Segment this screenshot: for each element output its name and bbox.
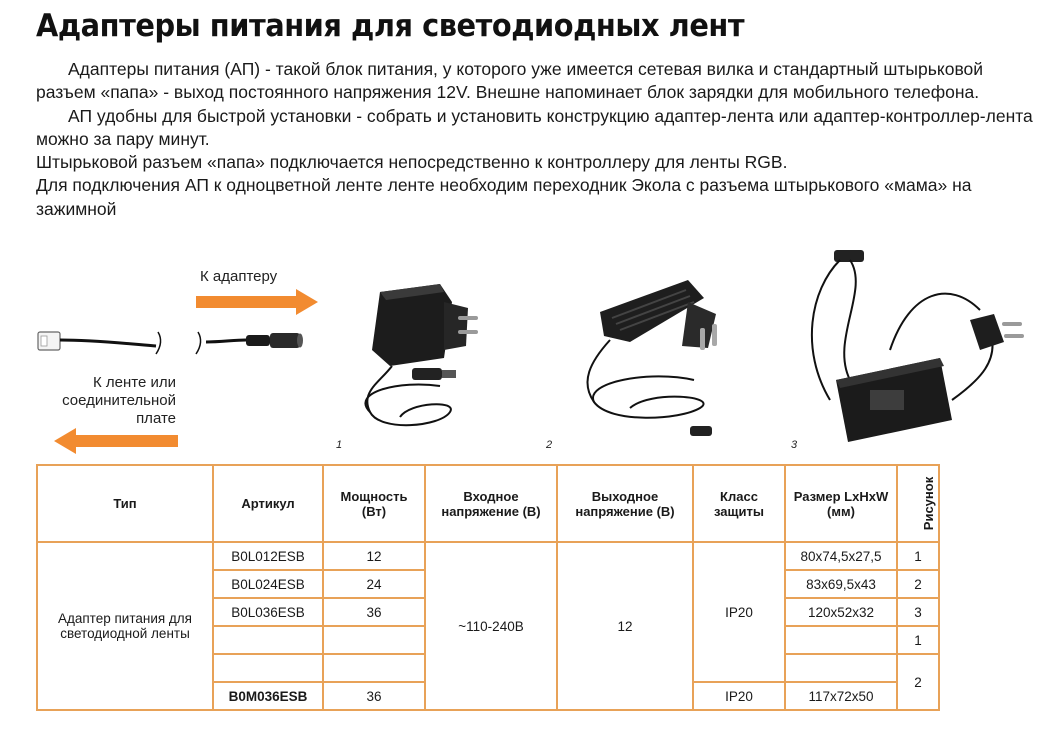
size-cell: 117x72x50 (785, 682, 897, 710)
adapter-1-image (340, 262, 490, 442)
figure-cell: 2 (897, 654, 939, 710)
table-header-row (37, 465, 939, 542)
arrow-right-icon (196, 289, 320, 315)
spec-table (36, 464, 940, 711)
power-cell (323, 654, 425, 682)
size-cell: 83x69,5x43 (785, 570, 897, 598)
output-voltage-cell: 12 (557, 542, 693, 710)
size-cell: 120x52x32 (785, 598, 897, 626)
header-size: Размер LxHxW (мм) (785, 465, 897, 542)
arrow-left-icon (54, 428, 178, 454)
header-protection: Класс защиты (693, 465, 785, 542)
article-cell (213, 654, 323, 682)
power-cell: 36 (323, 682, 425, 710)
article-cell: B0L036ESB (213, 598, 323, 626)
header-input-voltage: Входное напряжение (В) (425, 465, 557, 542)
protection-cell: IP20 (693, 682, 785, 710)
figure-number-1: 1 (336, 439, 343, 451)
to-strip-label: К ленте или соединительной плате (62, 374, 176, 427)
power-cell (323, 626, 425, 654)
connector-cable-illustration (36, 326, 306, 370)
intro-paragraph-3: Штырьковой разъем «папа» подключается непосредственно к контроллеру для ленты RGB. (36, 152, 788, 173)
figure-number-3: 3 (791, 439, 798, 451)
figure-cell: 2 (897, 570, 939, 598)
header-output-voltage: Выходное напряжение (В) (557, 465, 693, 542)
article-cell: B0M036ESB (213, 682, 323, 710)
intro-paragraph-4: Для подключения АП к одноцветной ленте ленте необходим переходник Экола с разъема штырькового «мама» на зажимной (36, 175, 972, 219)
power-cell: 12 (323, 542, 425, 570)
header-power: Мощность (Вт) (323, 465, 425, 542)
intro-paragraph-2: АП удобны для быстрой установки - собрать и установить конструкцию адаптер-лента или адаптер-контроллер-лента можно за пару минут. (36, 105, 1033, 149)
figure-cell: 1 (897, 626, 939, 654)
intro-paragraph-1: Адаптеры питания (АП) - такой блок питания, у которого уже имеется сетевая вилка и стандартный штырьковой разъем «папа» - выход постоянного напряжения 12V. Внешне напоминает блок зарядки для мобильного телефона. (36, 59, 984, 103)
figure-cell: 1 (897, 542, 939, 570)
size-cell (785, 654, 897, 682)
header-article: Артикул (213, 465, 323, 542)
input-voltage-cell: ~110-240В (425, 542, 557, 710)
power-cell: 36 (323, 598, 425, 626)
page-title: Адаптеры питания для светодиодных лент (36, 8, 745, 44)
power-cell: 24 (323, 570, 425, 598)
article-cell: B0L012ESB (213, 542, 323, 570)
adapter-2-image (570, 262, 740, 442)
size-cell (785, 626, 897, 654)
size-cell: 80x74,5x27,5 (785, 542, 897, 570)
figure-cell: 3 (897, 598, 939, 626)
table-row (37, 542, 939, 570)
to-adapter-label: К адаптеру (200, 268, 278, 285)
adapter-3-image (790, 250, 1040, 450)
intro-text (36, 58, 1046, 221)
article-cell (213, 626, 323, 654)
header-type: Тип (37, 465, 213, 542)
header-figure: Рисунок (897, 465, 939, 542)
protection-cell: IP20 (693, 542, 785, 682)
type-cell: Адаптер питания для светодиодной ленты (37, 542, 213, 710)
article-cell: B0L024ESB (213, 570, 323, 598)
figure-number-2: 2 (546, 439, 553, 451)
